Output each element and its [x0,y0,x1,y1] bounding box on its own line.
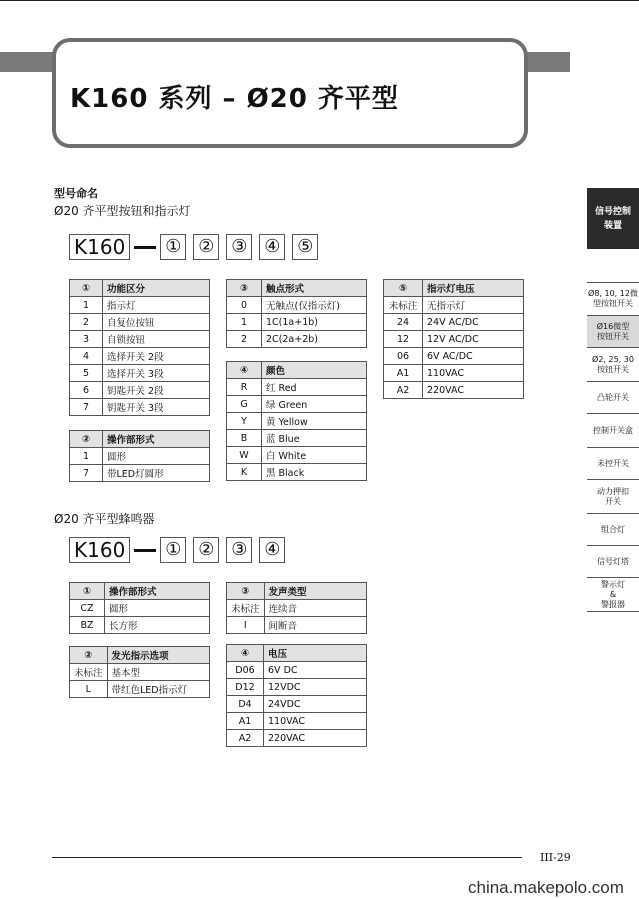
cell-desc: 6V DC [264,662,367,679]
cell-code: A2 [227,730,264,747]
cell-desc: 圆形 [103,448,210,465]
cell-code: 0 [227,297,262,314]
table-row [70,399,210,416]
table-row [384,297,524,314]
sidebar-title-line: 信号控制 [594,206,631,217]
sidebar-title-line: 装置 [603,220,622,231]
cell-desc: 长方形 [105,617,210,634]
cell-desc: 220VAC [264,730,367,747]
watermark: china.makepolo.com [468,878,624,897]
table-row [227,447,367,464]
cell-desc: 无触点(仅指示灯) [262,297,367,314]
cell-desc: 红 Red [262,379,367,396]
sidebar-item[interactable] [587,514,639,546]
model-slot: ② [193,234,219,260]
cell-code: 5 [70,365,103,382]
cell-code: 未标注 [227,600,265,617]
table-row [227,696,367,713]
sidebar-item[interactable] [587,348,639,382]
model-prefix: K160 [69,234,130,260]
cell-code: Y [227,413,262,430]
sidebar-item-label: 警报器 [601,599,625,609]
sidebar-item-label: 按钮开关 [596,331,629,341]
table-row [227,617,367,634]
table-num: ④ [227,362,262,379]
sidebar-item-label: 开关 [605,496,621,506]
table-header: 指示灯电压 [423,280,524,297]
cell-code: G [227,396,262,413]
model-slot: ① [160,234,186,260]
cell-code: B [227,430,262,447]
operation-table [69,430,210,482]
cell-desc: 110VAC [264,713,367,730]
model-slot: ④ [259,234,285,260]
cell-code: 12 [384,331,423,348]
cell-desc: 24V AC/DC [423,314,524,331]
sidebar-item[interactable] [587,382,639,414]
table-row [227,331,367,348]
sidebar-item[interactable] [587,578,639,612]
cell-code: 2 [227,331,262,348]
cell-desc: 选择开关 2段 [103,348,210,365]
sidebar-item-label: 动力押扣 [597,486,629,496]
cell-desc: 选择开关 3段 [103,365,210,382]
cell-code: A1 [227,713,264,730]
table-row [70,448,210,465]
table-row [384,314,524,331]
table-row [227,297,367,314]
table-row [70,365,210,382]
cell-code: CZ [70,600,105,617]
table-header: 电压 [264,645,367,662]
table-row [70,600,210,617]
table-row [384,331,524,348]
cell-desc: 带LED灯圆形 [103,465,210,482]
table-row [227,713,367,730]
top-rule [0,0,639,1]
table-row [227,413,367,430]
cell-code: 06 [384,348,423,365]
cell-code: 未标注 [70,664,108,681]
cell-code: 6 [70,382,103,399]
buzzer-light-table [69,646,210,698]
cell-code: L [70,681,108,698]
table-row [70,465,210,482]
table-row [70,297,210,314]
table-row [227,662,367,679]
function-table [69,279,210,416]
cell-desc: 连续音 [264,600,366,617]
cell-desc: 间断音 [264,617,366,634]
sidebar-item-label: 信号灯塔 [597,556,629,566]
sidebar-item[interactable] [587,480,639,514]
cell-desc: 1C(1a+1b) [262,314,367,331]
sidebar-item-label: 警示灯 [601,579,625,589]
sidebar-item-label: 控制开关盒 [593,425,633,435]
model-slot: ④ [259,537,285,563]
table-row [70,617,210,634]
cell-desc: 黄 Yellow [262,413,367,430]
model-prefix: K160 [69,537,130,563]
table-num: ① [70,280,103,297]
sidebar-item-label: Ø16微型 [596,321,630,331]
cell-code: A2 [384,382,423,399]
page-number: III-29 [540,851,571,864]
sidebar-item[interactable] [587,282,639,316]
title-band-right [524,52,570,72]
table-header: 操作部形式 [105,583,210,600]
sidebar-item-label: 型按钮开关 [592,299,633,308]
table-num: ③ [227,583,265,600]
cell-desc: 绿 Green [262,396,367,413]
table-num: ② [70,647,108,664]
table-row [384,365,524,382]
table-num: ④ [227,645,264,662]
table-row [227,430,367,447]
sidebar-item-label: 凸轮开关 [597,392,629,402]
cell-desc: 6V AC/DC [423,348,524,365]
buzzer-sound-table [226,582,367,634]
table-row [70,331,210,348]
table-row [384,348,524,365]
sidebar-item-label: & [609,589,617,599]
cell-code: D4 [227,696,264,713]
cell-code: BZ [70,617,105,634]
buzzer-voltage-table [226,644,367,747]
cell-code: 2 [70,314,103,331]
cell-code: 3 [70,331,103,348]
sidebar-item-label: 未控开关 [597,458,629,468]
cell-code: R [227,379,262,396]
cell-code: 7 [70,399,103,416]
table-row [227,396,367,413]
model-slot: ③ [226,234,252,260]
title-box [52,38,528,148]
cell-code: D12 [227,679,264,696]
sidebar-section-title[interactable] [587,188,639,249]
cell-desc: 24VDC [264,696,367,713]
title-band-left [0,52,56,72]
cell-desc: 自复位按钮 [103,314,210,331]
page-title: K160 系列 – Ø20 齐平型 [70,84,399,114]
model-slot: ② [193,537,219,563]
table-row [70,348,210,365]
sidebar-item[interactable] [587,414,639,448]
model-slot: ③ [226,537,252,563]
table-row [227,464,367,481]
cell-code: 1 [70,297,103,314]
cell-desc: 指示灯 [103,297,210,314]
model-code-2 [69,537,292,563]
table-row [70,681,210,698]
model-slot: ① [160,537,186,563]
cell-code: 未标注 [384,297,423,314]
cell-code: 24 [384,314,423,331]
dash [134,246,156,249]
pushbutton-label: Ø20 齐平型按钮和指示灯 [54,204,191,218]
cell-desc: 自锁按钮 [103,331,210,348]
sidebar-item[interactable] [587,546,639,578]
table-row [227,314,367,331]
table-header: 颜色 [262,362,367,379]
cell-code: I [227,617,265,634]
table-row [70,382,210,399]
sidebar-item-active[interactable] [587,316,639,348]
table-header: 发声类型 [264,583,366,600]
cell-desc: 蓝 Blue [262,430,367,447]
table-row [227,600,367,617]
table-num: ③ [227,280,262,297]
cell-desc: 12VDC [264,679,367,696]
color-table [226,361,367,481]
table-row [70,314,210,331]
sidebar-item-label: 按钮开关 [596,364,629,374]
cell-code: A1 [384,365,423,382]
cell-desc: 12V AC/DC [423,331,524,348]
table-row [70,664,210,681]
cell-desc: 2C(2a+2b) [262,331,367,348]
cell-code: 1 [227,314,262,331]
cell-desc: 黑 Black [262,464,367,481]
table-header: 发光指示选项 [107,647,209,664]
sidebar-item[interactable] [587,448,639,480]
footer-rule [52,857,522,858]
cell-desc: 圆形 [105,600,210,617]
sidebar-item-label: Ø2, 25, 30 [592,354,634,364]
model-slot: ⑤ [292,234,318,260]
table-row [227,730,367,747]
table-header: 触点形式 [262,280,367,297]
cell-code: W [227,447,262,464]
cell-code: 4 [70,348,103,365]
table-num: ② [70,431,103,448]
sidebar-item-label: 组合灯 [601,524,625,534]
cell-desc: 220VAC [423,382,524,399]
cell-desc: 无指示灯 [423,297,524,314]
cell-code: D06 [227,662,264,679]
cell-desc: 钥匙开关 2段 [103,382,210,399]
sidebar-item-label: Ø8, 10, 12微 [588,289,638,298]
contact-table [226,279,367,348]
dash [134,549,156,552]
voltage-table [383,279,524,399]
model-code-1 [69,234,325,260]
cell-desc: 110VAC [423,365,524,382]
table-row [227,379,367,396]
cell-code: 7 [70,465,103,482]
buzzer-label: Ø20 齐平型蜂鸣器 [54,512,155,526]
table-num: ① [70,583,105,600]
cell-desc: 带红色LED指示灯 [107,681,209,698]
table-num: ⑤ [384,280,423,297]
table-row [227,679,367,696]
cell-desc: 基本型 [107,664,209,681]
table-row [384,382,524,399]
naming-label: 型号命名 [54,187,98,200]
cell-desc: 白 White [262,447,367,464]
table-header: 操作部形式 [103,431,210,448]
table-header: 功能区分 [103,280,210,297]
cell-code: 1 [70,448,103,465]
buzzer-op-table [69,582,210,634]
cell-code: K [227,464,262,481]
cell-desc: 钥匙开关 3段 [103,399,210,416]
